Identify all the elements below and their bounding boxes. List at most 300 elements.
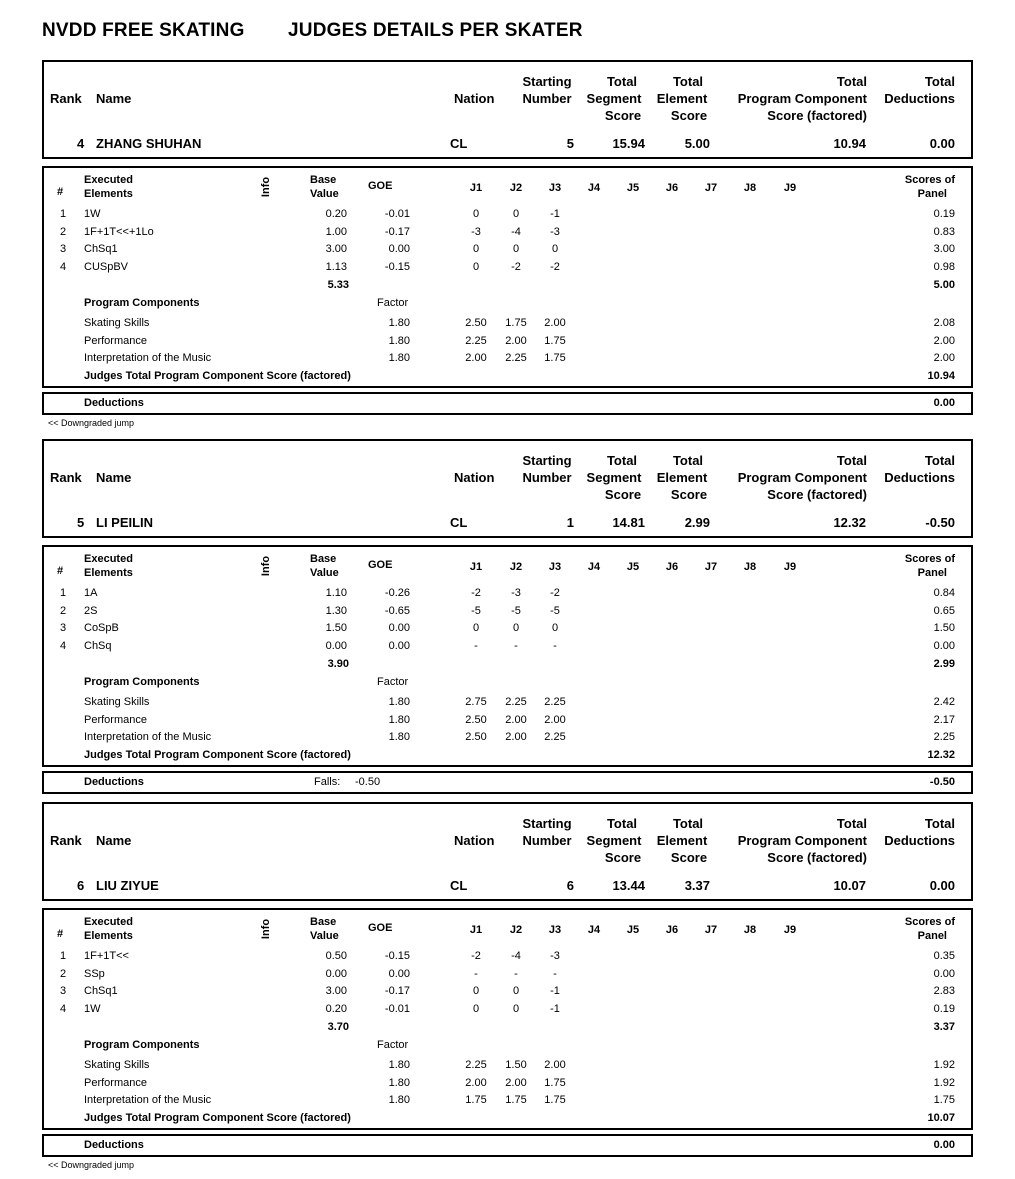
element-goe: 0.00	[388, 243, 410, 255]
panel-header-1: Scores of	[904, 916, 955, 928]
element-number: 1	[60, 950, 67, 962]
component-factor: 1.80	[388, 696, 410, 708]
element-base-value: 1.50	[325, 622, 347, 634]
pcs-header-3: Score (factored)	[767, 487, 867, 502]
deductions-header-2: Deductions	[884, 91, 955, 106]
skater-segment-score: 15.94	[612, 136, 645, 151]
element-judge-score: -3	[550, 226, 560, 238]
component-panel-score: 2.25	[933, 731, 955, 743]
component-judge-score: 2.25	[544, 696, 566, 708]
element-number: 2	[60, 605, 67, 617]
component-factor: 1.80	[388, 714, 410, 726]
element-judge-score: 0	[512, 243, 520, 255]
pcs-header-1: Total	[836, 453, 867, 468]
element-base-value: 0.20	[325, 208, 347, 220]
elements-panel-total: 5.00	[933, 279, 955, 291]
skater-name: ZHANG SHUHAN	[96, 136, 202, 151]
element-name: ChSq	[84, 640, 112, 652]
element-base-value: 0.00	[325, 968, 347, 980]
element-judge-score: 0	[472, 622, 480, 634]
component-judge-score: 1.75	[544, 1094, 566, 1106]
element-number: 1	[60, 208, 67, 220]
element-base-value: 3.00	[325, 243, 347, 255]
element-judge-score: -	[474, 968, 478, 980]
deductions-header-1: Total	[924, 453, 955, 468]
pcs-header-3: Score (factored)	[767, 850, 867, 865]
deductions-label: Deductions	[84, 397, 144, 409]
element-goe: -0.17	[384, 226, 410, 238]
component-judge-score: 2.25	[544, 731, 566, 743]
element-goe: -0.15	[384, 950, 410, 962]
segment-score-header-3: Score	[604, 108, 642, 123]
component-judge-score: 1.75	[544, 335, 566, 347]
elements-panel-total: 3.37	[933, 1021, 955, 1033]
element-judge-score: 0	[512, 985, 520, 997]
starting-number-header-1: Starting	[522, 816, 572, 831]
component-factor: 1.80	[388, 352, 410, 364]
judges-total-pcs-value: 10.07	[927, 1112, 955, 1124]
element-judge-score: 0	[512, 208, 520, 220]
element-judge-score: -1	[550, 1003, 560, 1015]
component-factor: 1.80	[388, 1077, 410, 1089]
rank-header: Rank	[50, 833, 82, 848]
element-score-header-3: Score	[670, 850, 708, 865]
element-judge-score: 0	[472, 261, 480, 273]
component-judge-score: 2.25	[505, 352, 527, 364]
executed-elements-header-2: Elements	[84, 188, 133, 200]
element-score-header-1: Total	[672, 816, 704, 831]
element-judge-score: -3	[550, 950, 560, 962]
judge-header-j1: J1	[469, 924, 483, 936]
pcs-header-2: Program Component	[737, 91, 867, 106]
base-value-total: 3.70	[327, 1021, 349, 1033]
element-judge-score: -5	[550, 605, 560, 617]
skater-rank: 4	[77, 136, 85, 151]
executed-elements-header-1: Executed	[84, 916, 133, 928]
judge-header-j5: J5	[626, 182, 640, 194]
element-base-value: 0.20	[325, 1003, 347, 1015]
element-score-header-1: Total	[672, 453, 704, 468]
deductions-label: Deductions	[84, 1139, 144, 1151]
element-judge-score: 0	[472, 208, 480, 220]
judge-header-j2: J2	[509, 924, 523, 936]
element-judge-score: 0	[551, 243, 559, 255]
event-title: NVDD FREE SKATING	[42, 20, 245, 41]
component-panel-score: 1.75	[933, 1094, 955, 1106]
deductions-total: 0.00	[933, 397, 955, 409]
element-judge-score: -	[514, 640, 518, 652]
skater-name: LI PEILIN	[96, 515, 154, 530]
skater-deductions: -0.50	[925, 515, 955, 530]
component-name: Interpretation of the Music	[84, 731, 212, 743]
element-score-header-3: Score	[670, 108, 708, 123]
component-panel-score: 1.92	[933, 1077, 955, 1089]
element-panel-score: 3.00	[933, 243, 955, 255]
component-panel-score: 2.00	[933, 352, 955, 364]
element-base-value: 0.50	[325, 950, 347, 962]
element-number: 4	[60, 261, 67, 273]
element-judge-score: -2	[550, 261, 560, 273]
program-components-label: Program Components	[84, 1039, 200, 1051]
element-panel-score: 1.50	[933, 622, 955, 634]
skater-deductions: 0.00	[929, 878, 955, 893]
element-base-value: 0.00	[325, 640, 347, 652]
executed-elements-header-2: Elements	[84, 930, 133, 942]
nation-header: Nation	[454, 470, 495, 485]
goe-header: GOE	[368, 922, 393, 934]
component-judge-score: 1.75	[544, 352, 566, 364]
deductions-label: Deductions	[84, 776, 144, 788]
skater-element-score: 5.00	[684, 136, 710, 151]
factor-header: Factor	[377, 676, 409, 688]
element-judge-score: -2	[550, 587, 560, 599]
judge-header-j7: J7	[704, 182, 718, 194]
base-value-header-2: Value	[310, 567, 339, 579]
element-goe: -0.01	[384, 1003, 410, 1015]
skater-pcs-score: 10.07	[833, 878, 866, 893]
element-judge-score: -1	[550, 208, 560, 220]
component-name: Skating Skills	[84, 696, 150, 708]
element-panel-score: 0.00	[933, 968, 955, 980]
deductions-header-2: Deductions	[884, 833, 955, 848]
element-base-value: 1.00	[325, 226, 347, 238]
component-judge-score: 2.50	[465, 317, 487, 329]
component-judge-score: 2.00	[505, 714, 527, 726]
factor-header: Factor	[377, 297, 409, 309]
element-goe: 0.00	[388, 622, 410, 634]
element-base-value: 1.10	[325, 587, 347, 599]
judges-total-pcs-label: Judges Total Program Component Score (factored)	[84, 1112, 351, 1124]
component-panel-score: 2.08	[933, 317, 955, 329]
downgraded-jump-note: << Downgraded jump	[48, 418, 135, 428]
element-judge-score: -	[514, 968, 518, 980]
downgraded-jump-note: << Downgraded jump	[48, 1160, 135, 1170]
judge-header-j7: J7	[704, 924, 718, 936]
element-panel-score: 0.84	[933, 587, 955, 599]
judge-header-j6: J6	[665, 182, 679, 194]
deductions-box	[42, 392, 973, 415]
segment-score-header-2: Segment	[586, 470, 642, 485]
skater-nation: CL	[450, 878, 468, 893]
element-judge-score: 0	[472, 1003, 480, 1015]
pcs-header-2: Program Component	[737, 833, 867, 848]
judge-header-j3: J3	[548, 561, 562, 573]
pcs-header-2: Program Component	[737, 470, 867, 485]
panel-header-1: Scores of	[904, 553, 955, 565]
element-judge-score: -2	[471, 950, 481, 962]
segment-score-header-1: Total	[606, 453, 638, 468]
element-goe: 0.00	[388, 968, 410, 980]
element-score-header-1: Total	[672, 74, 704, 89]
judge-header-j4: J4	[587, 561, 601, 573]
info-header: Info	[260, 918, 273, 940]
element-goe: -0.01	[384, 208, 410, 220]
segment-score-header-2: Segment	[586, 833, 642, 848]
judge-header-j4: J4	[587, 924, 601, 936]
component-factor: 1.80	[388, 317, 410, 329]
component-name: Performance	[84, 335, 147, 347]
component-name: Skating Skills	[84, 1059, 150, 1071]
skater-pcs-score: 12.32	[833, 515, 866, 530]
element-judge-score: 0	[472, 243, 480, 255]
skater-element-score: 3.37	[684, 878, 710, 893]
deductions-total: 0.00	[933, 1139, 955, 1151]
judges-total-pcs-label: Judges Total Program Component Score (factored)	[84, 749, 351, 761]
element-goe: -0.26	[384, 587, 410, 599]
element-panel-score: 0.19	[933, 208, 955, 220]
base-value-header-1: Base	[310, 174, 337, 186]
element-name: CUSpBV	[84, 261, 129, 273]
element-judge-score: -	[553, 968, 557, 980]
judge-header-j9: J9	[783, 182, 797, 194]
component-judge-score: 2.00	[544, 1059, 566, 1071]
element-number: 1	[60, 587, 67, 599]
element-base-value: 1.30	[325, 605, 347, 617]
element-judge-score: -4	[511, 226, 521, 238]
component-factor: 1.80	[388, 1094, 410, 1106]
component-name: Skating Skills	[84, 317, 150, 329]
judges-total-pcs-value: 10.94	[927, 370, 955, 382]
rank-header: Rank	[50, 470, 82, 485]
component-judge-score: 1.75	[505, 1094, 527, 1106]
starting-number-header-1: Starting	[522, 453, 572, 468]
element-panel-score: 0.65	[933, 605, 955, 617]
name-header: Name	[96, 470, 132, 485]
nation-header: Nation	[454, 91, 495, 106]
component-factor: 1.80	[388, 335, 410, 347]
segment-score-header-1: Total	[606, 74, 638, 89]
executed-elements-header-1: Executed	[84, 174, 133, 186]
component-judge-score: 2.00	[465, 352, 487, 364]
deduction-detail-value: -0.50	[355, 776, 381, 788]
element-name: 1A	[84, 587, 98, 599]
component-judge-score: 2.25	[465, 335, 487, 347]
element-base-value: 1.13	[325, 261, 347, 273]
rank-header: Rank	[50, 91, 82, 106]
component-judge-score: 1.75	[544, 1077, 566, 1089]
skater-segment-score: 13.44	[612, 878, 645, 893]
element-judge-score: 0	[551, 622, 559, 634]
element-number: 4	[60, 1003, 67, 1015]
component-factor: 1.80	[388, 731, 410, 743]
segment-score-header-3: Score	[604, 487, 642, 502]
component-panel-score: 2.17	[933, 714, 955, 726]
goe-header: GOE	[368, 180, 393, 192]
judge-header-j4: J4	[587, 182, 601, 194]
skater-starting-number: 1	[566, 515, 574, 530]
skater-starting-number: 6	[566, 878, 574, 893]
judge-header-j6: J6	[665, 924, 679, 936]
component-name: Interpretation of the Music	[84, 352, 212, 364]
element-name: SSp	[84, 968, 105, 980]
judges-total-pcs-label: Judges Total Program Component Score (factored)	[84, 370, 351, 382]
element-number: 3	[60, 243, 67, 255]
component-name: Interpretation of the Music	[84, 1094, 212, 1106]
report-title: JUDGES DETAILS PER SKATER	[288, 20, 583, 41]
element-judge-score: -	[474, 640, 478, 652]
deductions-box	[42, 1134, 973, 1157]
element-name: ChSq1	[84, 243, 118, 255]
element-panel-score: 0.00	[933, 640, 955, 652]
element-score-header-2: Element	[656, 91, 708, 106]
elements-panel-total: 2.99	[933, 658, 955, 670]
element-name: 1W	[84, 208, 101, 220]
base-value-total: 3.90	[327, 658, 349, 670]
component-judge-score: 2.25	[465, 1059, 487, 1071]
starting-number-header-1: Starting	[522, 74, 572, 89]
deductions-box	[42, 771, 973, 794]
skater-segment-score: 14.81	[612, 515, 645, 530]
element-judge-score: 0	[472, 985, 480, 997]
element-goe: -0.17	[384, 985, 410, 997]
element-judge-score: -3	[471, 226, 481, 238]
element-panel-score: 2.83	[933, 985, 955, 997]
name-header: Name	[96, 91, 132, 106]
pcs-header-1: Total	[836, 816, 867, 831]
deduction-detail-label: Falls:	[314, 776, 341, 788]
element-judge-score: -2	[471, 587, 481, 599]
judge-header-j3: J3	[548, 924, 562, 936]
skater-pcs-score: 10.94	[833, 136, 866, 151]
element-judge-score: 0	[512, 622, 520, 634]
judge-header-j3: J3	[548, 182, 562, 194]
element-number: 4	[60, 640, 67, 652]
nation-header: Nation	[454, 833, 495, 848]
skater-element-score: 2.99	[684, 515, 710, 530]
element-judge-score: -3	[511, 587, 521, 599]
num-header: #	[57, 928, 64, 940]
skater-rank: 6	[77, 878, 85, 893]
judge-header-j1: J1	[469, 182, 483, 194]
skater-starting-number: 5	[566, 136, 574, 151]
judge-header-j6: J6	[665, 561, 679, 573]
judge-header-j8: J8	[743, 182, 757, 194]
goe-header: GOE	[368, 559, 393, 571]
judge-header-j9: J9	[783, 561, 797, 573]
element-name: CoSpB	[84, 622, 119, 634]
panel-header-2: Panel	[917, 188, 947, 200]
num-header: #	[57, 186, 64, 198]
judge-header-j5: J5	[626, 561, 640, 573]
pcs-header-3: Score (factored)	[767, 108, 867, 123]
element-judge-score: -1	[550, 985, 560, 997]
element-base-value: 3.00	[325, 985, 347, 997]
element-panel-score: 0.83	[933, 226, 955, 238]
judge-header-j2: J2	[509, 182, 523, 194]
segment-score-header-1: Total	[606, 816, 638, 831]
component-panel-score: 2.00	[933, 335, 955, 347]
base-value-header-2: Value	[310, 930, 339, 942]
component-panel-score: 2.42	[933, 696, 955, 708]
judge-header-j2: J2	[509, 561, 523, 573]
segment-score-header-3: Score	[604, 850, 642, 865]
element-panel-score: 0.35	[933, 950, 955, 962]
deductions-header-2: Deductions	[884, 470, 955, 485]
component-judge-score: 2.00	[505, 1077, 527, 1089]
element-number: 3	[60, 622, 67, 634]
component-panel-score: 1.92	[933, 1059, 955, 1071]
component-judge-score: 2.50	[465, 714, 487, 726]
element-judge-score: -4	[511, 950, 521, 962]
factor-header: Factor	[377, 1039, 409, 1051]
component-judge-score: 2.00	[544, 317, 566, 329]
name-header: Name	[96, 833, 132, 848]
element-panel-score: 0.98	[933, 261, 955, 273]
executed-elements-header-1: Executed	[84, 553, 133, 565]
base-value-total: 5.33	[327, 279, 349, 291]
component-judge-score: 2.00	[465, 1077, 487, 1089]
segment-score-header-2: Segment	[586, 91, 642, 106]
judge-header-j5: J5	[626, 924, 640, 936]
component-name: Performance	[84, 714, 147, 726]
skater-rank: 5	[77, 515, 85, 530]
component-judge-score: 2.25	[505, 696, 527, 708]
deductions-header-1: Total	[924, 816, 955, 831]
component-judge-score: 1.75	[505, 317, 527, 329]
starting-number-header-2: Number	[522, 91, 572, 106]
info-header: Info	[260, 176, 273, 198]
element-judge-score: -5	[511, 605, 521, 617]
element-judge-score: -2	[511, 261, 521, 273]
skater-name: LIU ZIYUE	[96, 878, 159, 893]
component-judge-score: 2.00	[505, 335, 527, 347]
judge-header-j8: J8	[743, 924, 757, 936]
component-judge-score: 2.00	[544, 714, 566, 726]
component-judge-score: 2.75	[465, 696, 487, 708]
skater-nation: CL	[450, 136, 468, 151]
element-score-header-3: Score	[670, 487, 708, 502]
element-number: 2	[60, 968, 67, 980]
panel-header-1: Scores of	[904, 174, 955, 186]
element-name: 2S	[84, 605, 98, 617]
panel-header-2: Panel	[917, 930, 947, 942]
element-goe: -0.65	[384, 605, 410, 617]
element-name: 1F+1T<<	[84, 950, 129, 962]
judge-header-j8: J8	[743, 561, 757, 573]
starting-number-header-2: Number	[522, 470, 572, 485]
component-name: Performance	[84, 1077, 147, 1089]
element-name: 1F+1T<<+1Lo	[84, 226, 154, 238]
deductions-total: -0.50	[929, 776, 955, 788]
program-components-label: Program Components	[84, 676, 200, 688]
element-judge-score: -	[553, 640, 557, 652]
panel-header-2: Panel	[917, 567, 947, 579]
skater-nation: CL	[450, 515, 468, 530]
program-components-label: Program Components	[84, 297, 200, 309]
pcs-header-1: Total	[836, 74, 867, 89]
info-header: Info	[260, 555, 273, 577]
component-judge-score: 1.75	[465, 1094, 487, 1106]
num-header: #	[57, 565, 64, 577]
element-name: ChSq1	[84, 985, 118, 997]
element-score-header-2: Element	[656, 470, 708, 485]
base-value-header-1: Base	[310, 553, 337, 565]
element-goe: -0.15	[384, 261, 410, 273]
skater-deductions: 0.00	[929, 136, 955, 151]
element-goe: 0.00	[388, 640, 410, 652]
component-judge-score: 2.50	[465, 731, 487, 743]
element-score-header-2: Element	[656, 833, 708, 848]
element-number: 3	[60, 985, 67, 997]
component-factor: 1.80	[388, 1059, 410, 1071]
judges-total-pcs-value: 12.32	[927, 749, 955, 761]
element-name: 1W	[84, 1003, 101, 1015]
starting-number-header-2: Number	[522, 833, 572, 848]
element-panel-score: 0.19	[933, 1003, 955, 1015]
deductions-header-1: Total	[924, 74, 955, 89]
element-number: 2	[60, 226, 67, 238]
judge-header-j1: J1	[469, 561, 483, 573]
